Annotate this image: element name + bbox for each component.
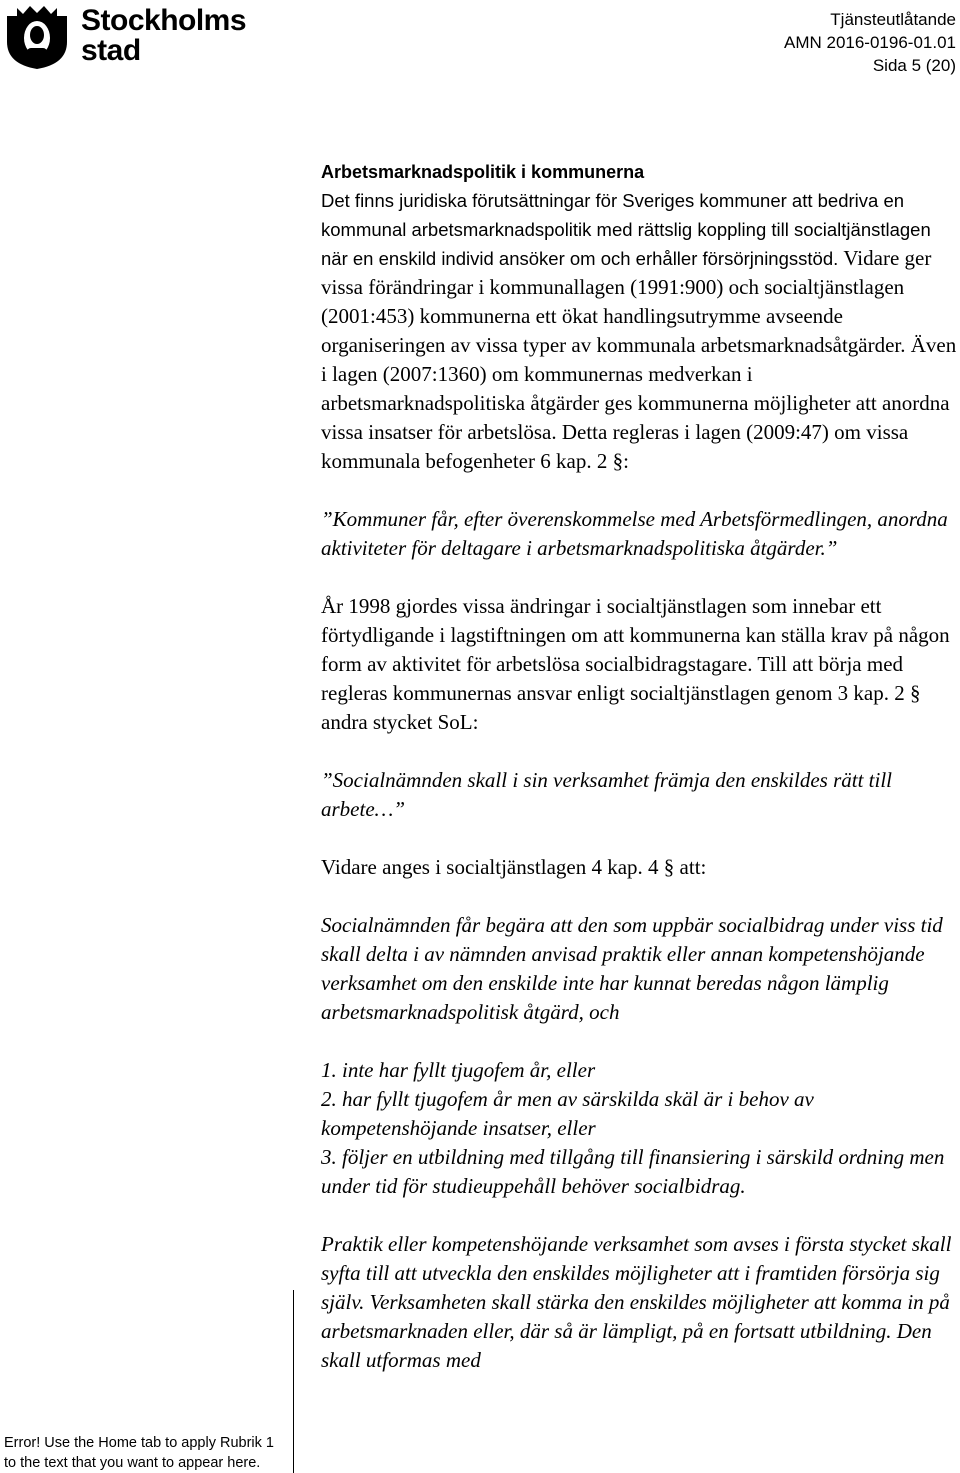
document-type: Tjänsteutlåtande bbox=[830, 10, 956, 29]
intro-sans-text: Det finns juridiska förutsättningar för Sveriges kommuner att bedriva en kommunal arbetsmarknadspolitik med rättslig koppling till socialtjänstlagen när en enskild individ ansöker om och erhåller försörjningsstöd. bbox=[321, 190, 931, 269]
footer-line-1: Error! Use the Home tab to apply Rubrik 1 bbox=[4, 1435, 274, 1451]
stockholms-stad-logo bbox=[3, 2, 247, 70]
intro-serif-text: Vidare ger vissa förändringar i kommunallagen (1991:900) och socialtjänstlagen (2001:453) kommunerna ett ökat handlingsutrymme avseende organiseringen av vissa typer av kommunala arbetsmarknadsåtgärder. Även i lagen (2007:1360) om kommunernas medverkan i arbetsmarknadspolitiska åtgärder ges kommunerna möjligheter att anordna vissa insatser för arbetslösa. Detta regleras i lagen (2009:47) om vissa kommunala befogenheter 6 kap. 2 §: bbox=[321, 246, 957, 473]
paragraph-intro bbox=[321, 186, 957, 476]
document-header bbox=[784, 8, 956, 77]
paragraph-1998: År 1998 gjordes vissa ändringar i socialtjänstlagen som innebar ett förtydligande i lagstiftningen om att kommunerna kan ställa krav på någon form av aktivitet för arbetslösa socialbidragstagare. Till att börja med regleras kommunernas ansvar enligt socialtjänstlagen genom 3 kap. 2 § andra stycket SoL: bbox=[321, 594, 950, 734]
quote-4-kap: Socialnämnden får begära att den som uppbär socialbidrag under viss tid skall delta i av nämnden anvisad praktik eller annan kompetenshöjande verksamhet om den enskilde inte har kunnat beredas någon lämplig arbetsmarknadspolitisk åtgärd, och bbox=[321, 913, 943, 1024]
document-body bbox=[321, 158, 957, 1375]
city-crest-icon bbox=[3, 2, 71, 70]
list-item: 2. har fyllt tjugofem år men av särskilda skäl är i behov av kompetenshöjande insatser, eller bbox=[321, 1087, 814, 1140]
quote-kommuner: ”Kommuner får, efter överenskommelse med Arbetsförmedlingen, anordna aktiviteter för deltagare i arbetsmarknadspolitiska åtgärder.” bbox=[321, 507, 948, 560]
document-number: AMN 2016-0196-01.01 bbox=[783, 33, 956, 52]
list-item: 3. följer en utbildning med tillgång till finansiering i särskild ordning men under tid för studieuppehåll behöver socialbidrag. bbox=[321, 1145, 945, 1198]
section-heading: Arbetsmarknadspolitik i kommunerna bbox=[321, 162, 645, 182]
logo-wordmark bbox=[81, 6, 246, 66]
page-number: Sida 5 (20) bbox=[872, 56, 956, 75]
quote-praktik: Praktik eller kompetenshöjande verksamhet som avses i första stycket skall syfta till att utveckla den enskildes möjligheter att i framtiden försörja sig själv. Verksamheten skall stärka den enskildes möjligheter att komma in på arbetsmarknaden eller, där så är lämpligt, på en fortsatt utbildning. Den skall utformas med bbox=[321, 1232, 952, 1372]
footer-divider bbox=[293, 1290, 294, 1473]
list-item: 1. inte har fyllt tjugofem år, eller bbox=[321, 1058, 596, 1082]
quote-socialnamnden: ”Socialnämnden skall i sin verksamhet främja den enskildes rätt till arbete…” bbox=[321, 768, 893, 821]
paragraph-vidare: Vidare anges i socialtjänstlagen 4 kap. 4 § att: bbox=[321, 855, 707, 879]
footer-error-text bbox=[4, 1433, 274, 1473]
logo-line-1: Stockholms bbox=[81, 4, 247, 37]
logo-line-2: stad bbox=[81, 34, 141, 67]
footer-line-2: to the text that you want to appear here. bbox=[4, 1455, 261, 1471]
